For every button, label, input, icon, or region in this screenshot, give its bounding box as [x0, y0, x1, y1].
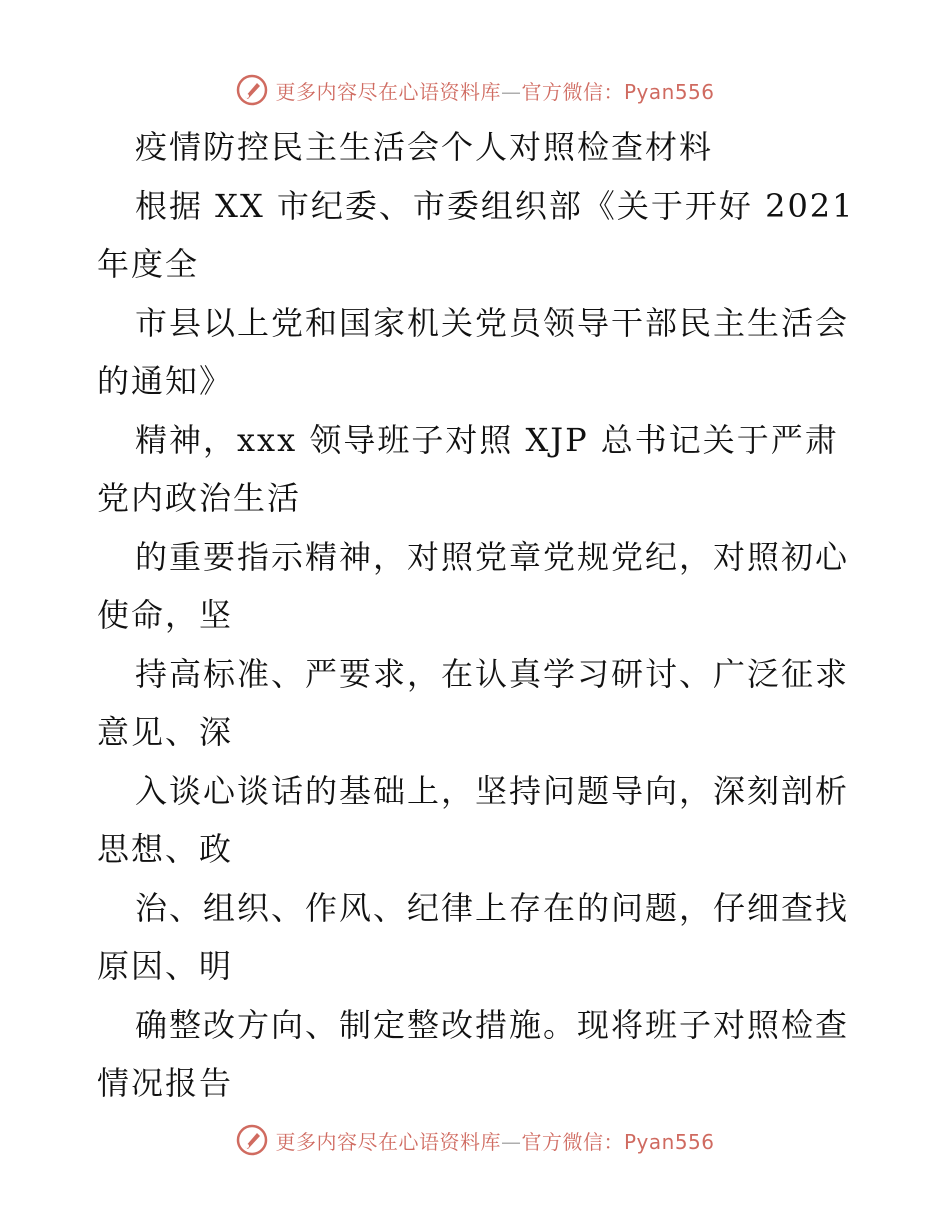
paragraph-line: 的重要指示精神，对照党章党规党纪，对照初心 [135, 537, 850, 576]
paragraph-line: 精神，xxx 领导班子对照 XJP 总书记关于严肃 [135, 420, 839, 459]
paragraph-line: 原因、明 [97, 947, 234, 985]
paragraph-line: 确整改方向、制定整改措施。现将班子对照检查 [135, 1005, 850, 1044]
paragraph-line: 使命，坚 [97, 596, 234, 634]
watermark-wechat-label: 官方微信： [521, 79, 624, 104]
paragraph-line: 年度全 [97, 245, 200, 283]
paragraph-line: 情况报告 [97, 1064, 234, 1102]
paragraph-line: 党内政治生活 [97, 479, 302, 517]
document-body [97, 118, 857, 1113]
watermark-text [275, 76, 714, 105]
footer-watermark [0, 1120, 950, 1160]
watermark-wechat-id: Pyan556 [623, 1129, 715, 1154]
paragraph-line: 市县以上党和国家机关党员领导干部民主生活会 [135, 303, 850, 342]
pen-nib-logo-icon [235, 1123, 269, 1157]
pen-nib-logo-icon [235, 73, 269, 107]
watermark-wechat-id: Pyan556 [623, 79, 715, 104]
watermark-separator: — [500, 1129, 522, 1154]
watermark-slogan: 更多内容尽在心语资料库 [275, 1129, 501, 1154]
paragraph-line: 思想、政 [97, 830, 234, 868]
header-watermark [0, 70, 950, 110]
paragraph-line: 的通知》 [97, 362, 234, 400]
paragraph-line: 意见、深 [97, 713, 234, 751]
document-title: 疫情防控民主生活会个人对照检查材料 [135, 128, 714, 166]
watermark-wechat-label: 官方微信： [521, 1129, 624, 1154]
paragraph-line: 入谈心谈话的基础上，坚持问题导向，深刻剖析 [135, 771, 850, 810]
paragraph-line: 治、组织、作风、纪律上存在的问题，仔细查找 [135, 888, 850, 927]
watermark-text [275, 1126, 714, 1155]
paragraph-line: 根据 XX 市纪委、市委组织部《关于开好 2021 [135, 186, 855, 225]
paragraph-line: 持高标准、严要求，在认真学习研讨、广泛征求 [135, 654, 850, 693]
watermark-separator: — [500, 79, 522, 104]
watermark-slogan: 更多内容尽在心语资料库 [275, 79, 501, 104]
